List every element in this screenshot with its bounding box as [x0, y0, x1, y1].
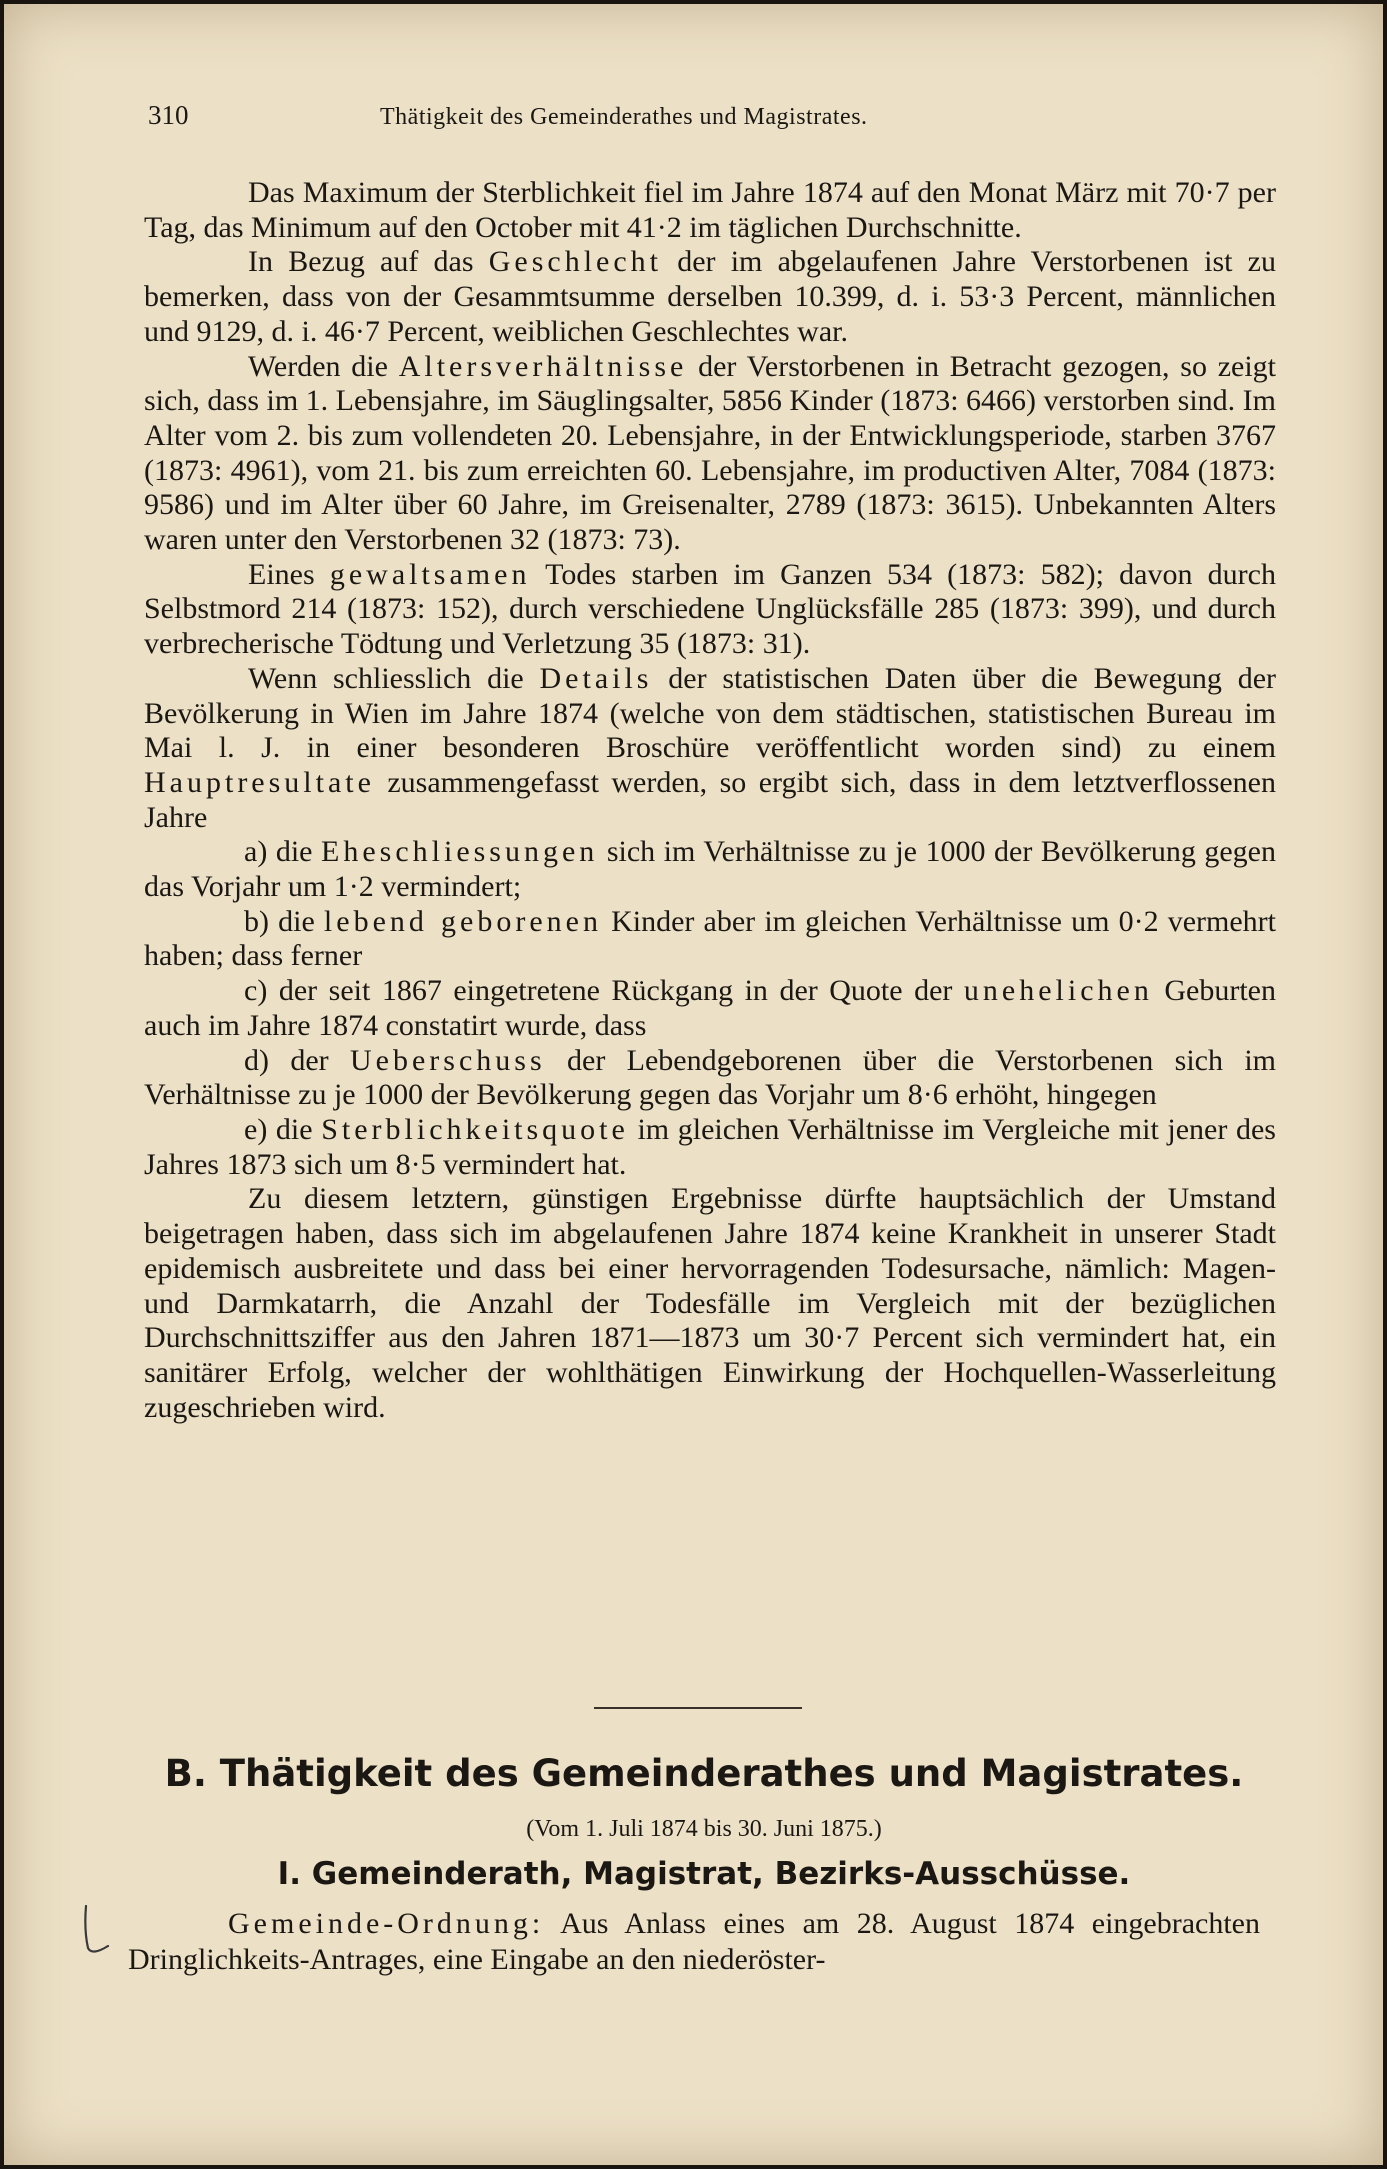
- paragraph-gemeinde-ordnung: Gemeinde-Ordnung: Aus Anlass eines am 28. August 1874 eingebrachten Dringlichkeits-Antrages, eine Eingabe an den niederöster-: [128, 1907, 1260, 1976]
- spaced-term: Details: [539, 661, 653, 695]
- spaced-term: Hauptresultate: [144, 765, 375, 799]
- subsection-title: I. Gemeinderath, Magistrat, Bezirks-Ausschüsse.: [277, 1856, 1131, 1892]
- list-item-d: d) der Ueberschuss der Lebendgeborenen über die Verstorbenen sich im Verhältnisse zu je 1000 der Bevölkerung gegen das Vorjahr um 8·6 erhöht, hingegen: [144, 1043, 1277, 1112]
- page-header: [148, 100, 1008, 140]
- spaced-term: Sterblichkeitsquote: [321, 1112, 629, 1146]
- running-title: Thätigkeit des Gemeinderathes und Magistrates.: [380, 104, 868, 130]
- paragraph-sex: In Bezug auf das Geschlecht der im abgelaufenen Jahre Verstorbenen ist zu bemerken, dass von der Gesammtsumme derselben 10.399, d. i. 53·3 Percent, männlichen und 9129, d. i. 46·7 Percent, weiblichen Geschlechtes war.: [144, 245, 1276, 348]
- page-number: 310: [148, 100, 189, 130]
- paragraph-mortality-maximum: Das Maximum der Sterblichkeit fiel im Jahre 1874 auf den Monat März mit 70·7 per Tag, das Minimum auf den October mit 41·2 im täglichen Durchschnitte.: [144, 176, 1276, 244]
- spaced-term: gewaltsamen: [329, 557, 531, 591]
- spaced-term: Eheschliessungen: [321, 835, 599, 869]
- section-subtitle: (Vom 1. Juli 1874 bis 30. Juni 1875.): [526, 1816, 882, 1842]
- spaced-term: Geschlecht: [488, 245, 663, 279]
- paragraph-age: Werden die Altersverhältnisse der Verstorbenen in Betracht gezogen, so zeigt sich, dass im 1. Lebensjahre, im Säuglingsalter, 5856 Kinder (1873: 6466) verstorben sind. Im Alter vom 2. bis zum vollendeten 20. Lebensjahre, in der Entwicklungsperiode, starben 3767 (1873: 4961), vom 21. bis zum erreichten 60. Lebensjahre, im productiven Alter, 7084 (1873: 9586) und im Alter über 60 Jahre, im Greisenalter, 2789 (1873: 3615). Unbekannten Alters waren unter den Verstorbenen 32 (1873: 73).: [144, 349, 1276, 557]
- section-title: B. Thätigkeit des Gemeinderathes und Magistrates.: [164, 1752, 1244, 1795]
- spaced-term: Ueberschuss: [350, 1043, 546, 1077]
- spaced-term: Altersverhältnisse: [398, 349, 688, 383]
- list-item-e: e) die Sterblichkeitsquote im gleichen Verhältnisse im Vergleiche mit jener des Jahres 1873 sich um 8·5 vermindert hat.: [144, 1112, 1276, 1181]
- bottom-text: [128, 1906, 1260, 1978]
- body-text: [144, 176, 1276, 1425]
- paragraph-conclusion: Zu diesem letztern, günstigen Ergebnisse dürfte hauptsächlich der Umstand beigetragen haben, dass sich im abgelaufenen Jahre 1874 keine Krankheit in unserer Stadt epidemisch ausbreitete und dass bei einer hervorragenden Todesursache, nämlich: Magen- und Darmkatarrh, die Anzahl der Todesfälle im Vergleich mit der bezüglichen Durchschnittsziffer aus den Jahren 1871—1873 um 30·7 Percent sich vermindert hat, ein sanitärer Erfolg, welcher der wohlthätigen Einwirkung der Hochquellen-Wasserleitung zugeschrieben wird.: [144, 1182, 1276, 1424]
- list-item-c: c) der seit 1867 eingetretene Rückgang in der Quote der unehelichen Geburten auch im Jahre 1874 constatirt wurde, dass: [144, 974, 1276, 1042]
- pencil-mark-icon: [78, 1900, 118, 1960]
- list-item-b: b) die lebend geborenen Kinder aber im gleichen Verhältnisse um 0·2 vermehrt haben; dass ferner: [144, 904, 1276, 973]
- spaced-term: Gemeinde-Ordnung:: [228, 1907, 545, 1940]
- spaced-term: unehelichen: [963, 974, 1153, 1008]
- document-page: [4, 4, 1383, 2165]
- paragraph-summary: Wenn schliesslich die Details der statistischen Daten über die Bewegung der Bevölkerung in Wien im Jahre 1874 (welche von dem städtischen, statistischen Bureau im Mai l. J. in einer besonderen Broschüre veröffentlicht worden sind) zu einem Hauptresultate zusammengefasst werden, so ergibt sich, dass in dem letztverflossenen Jahre: [144, 661, 1276, 834]
- spaced-term: lebend geborenen: [323, 904, 602, 938]
- list-item-a: a) die Eheschliessungen sich im Verhältnisse zu je 1000 der Bevölkerung gegen das Vorjahr um 1·2 vermindert;: [144, 835, 1276, 904]
- section-divider: [594, 1707, 802, 1709]
- paragraph-violent-death: Eines gewaltsamen Todes starben im Ganzen 534 (1873: 582); davon durch Selbstmord 214 (1873: 152), durch verschiedene Unglücksfälle 285 (1873: 399), und durch verbrecherische Tödtung und Verletzung 35 (1873: 31).: [144, 557, 1276, 661]
